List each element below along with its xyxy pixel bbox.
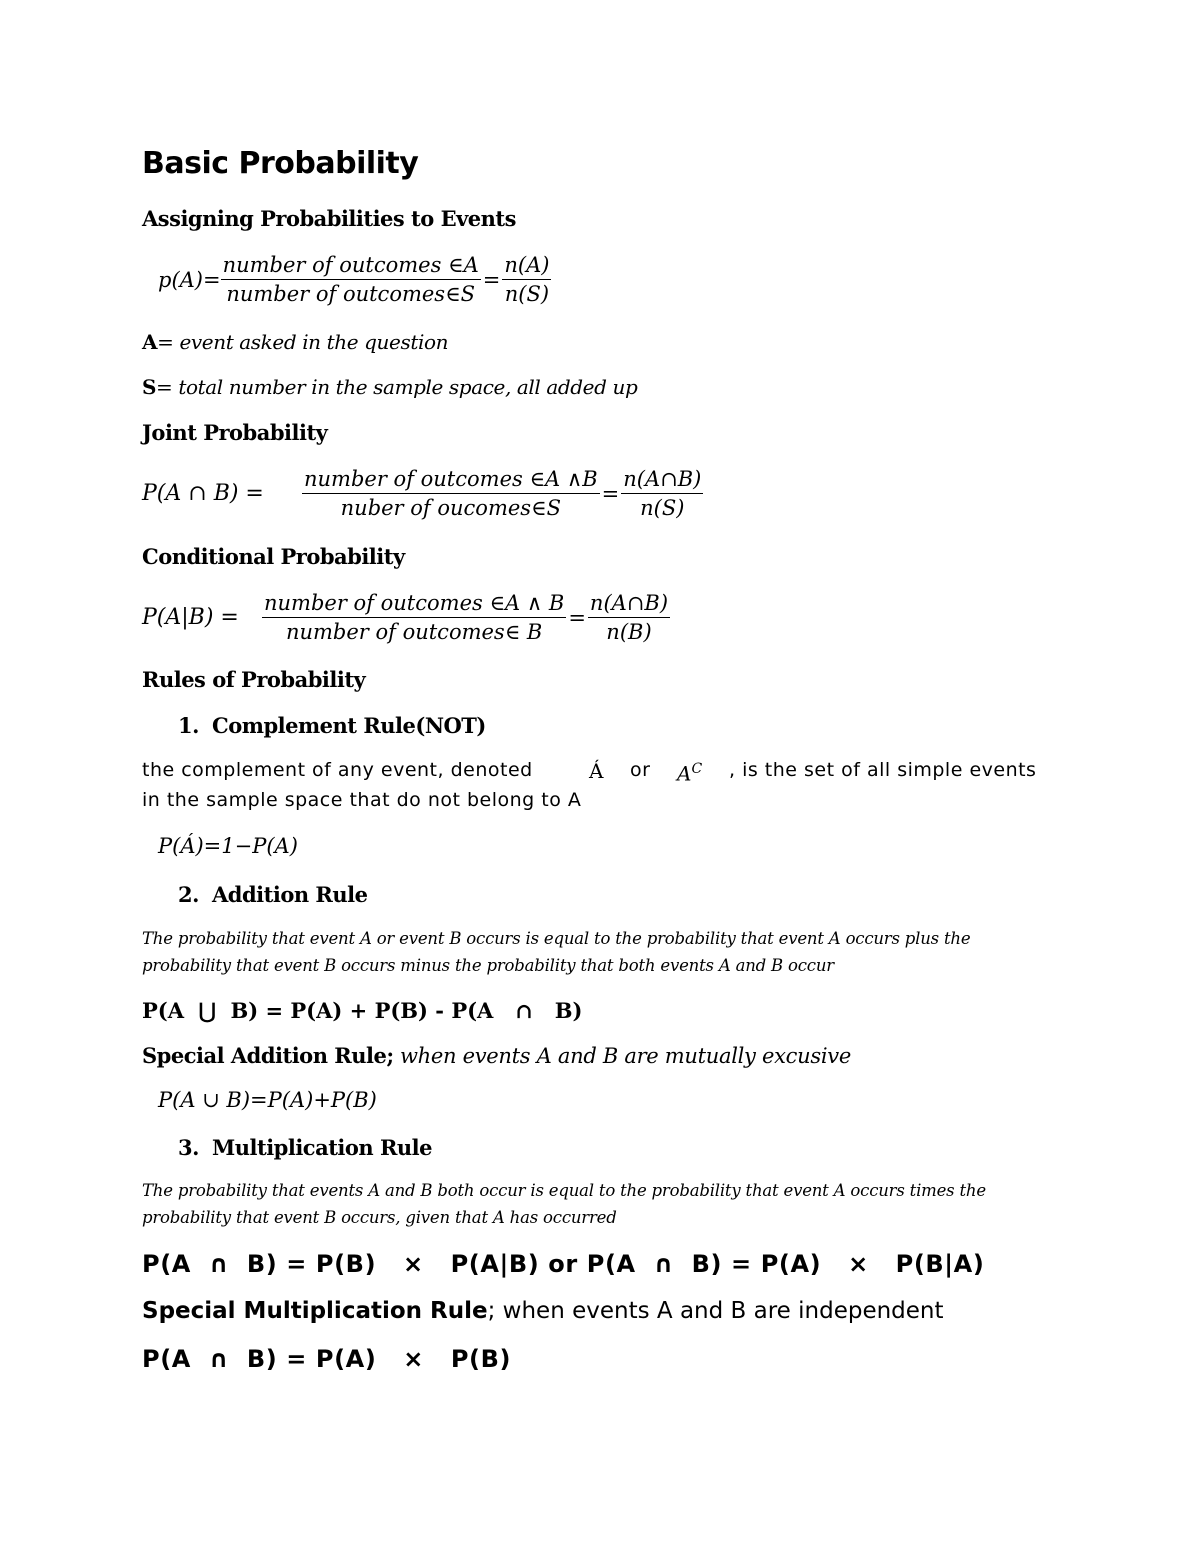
rule3-number: 3. (178, 1135, 199, 1160)
special-rule-label: Special Addition Rule; (142, 1043, 394, 1068)
heading-conditional: Conditional Probability (142, 544, 405, 569)
rule1-text-a: the complement of any event, denoted (142, 759, 533, 781)
fraction-denominator: n(S) (640, 496, 685, 520)
symbol-superscript: C (691, 761, 703, 777)
fraction-numerator: number of outcomes ∈A ∧ B (262, 590, 566, 618)
fraction-counts (621, 466, 703, 521)
heading-assigning: Assigning Probabilities to Events (142, 206, 516, 231)
formula-assigning (158, 252, 551, 307)
special-rule-text: when events A and B are mutually excusive (393, 1044, 851, 1068)
rule1-formula: P(Á)=1−P(A) (158, 834, 298, 858)
rule3-title: Multiplication Rule (212, 1135, 433, 1160)
formula-lhs: P(A|B) = (142, 605, 239, 630)
rule3-formula: P(A ∩ B) = P(B) × P(A|B) or P(A ∩ B) = P(A) × P(B|A) (142, 1250, 985, 1278)
fraction-numerator: number of outcomes ∈A (221, 252, 481, 280)
fraction-counts (588, 590, 670, 645)
rule3-desc-line2: probability that event B occurs, given that A has occurred (142, 1208, 617, 1227)
fraction-denominator: number of outcomes∈ B (285, 620, 543, 644)
definition-s (142, 375, 637, 399)
definition-label: S (142, 375, 157, 399)
rule3-desc-line1: The probability that events A and B both occur is equal to the probability that event A occurs times the (142, 1181, 986, 1200)
definition-label: A (142, 330, 158, 354)
fraction-outcomes (221, 252, 481, 307)
equals-sign: = (568, 605, 586, 630)
rule2-title: Addition Rule (212, 882, 368, 907)
special-rule-label: Special Multiplication Rule (142, 1298, 488, 1324)
special-multiplication-formula: P(A ∩ B) = P(A) × P(B) (142, 1345, 512, 1373)
fraction-numerator: n(A∩B) (588, 590, 670, 618)
fraction-outcomes (302, 466, 600, 521)
formula-lhs: P(A ∩ B) = (142, 481, 264, 506)
heading-rules: Rules of Probability (142, 667, 366, 692)
definition-a (142, 330, 448, 354)
rule1-or: or (630, 759, 651, 781)
fraction-denominator: number of outcomes∈S (226, 282, 476, 306)
special-addition-formula: P(A ∪ B)=P(A)+P(B) (158, 1088, 377, 1112)
rule1-text-c: in the sample space that do not belong to A (142, 789, 582, 811)
rule2-number: 2. (178, 882, 199, 907)
fraction-outcomes (262, 590, 566, 645)
special-addition-rule (142, 1043, 851, 1068)
special-rule-text: ; when events A and B are independent (487, 1298, 944, 1324)
rule1-text-b: , is the set of all simple events (729, 759, 1037, 781)
equals-sign: = (482, 267, 501, 292)
definition-text: = event asked in the question (157, 330, 449, 354)
page-title: Basic Probability (142, 146, 419, 181)
fraction-numerator: number of outcomes ∈A ∧B (302, 466, 600, 494)
complement-symbol: Á (589, 759, 604, 783)
rule1-title: Complement Rule(NOT) (212, 713, 486, 738)
rule1-number: 1. (178, 713, 199, 738)
fraction-denominator: nuber of oucomes∈S (340, 496, 561, 520)
fraction-denominator: n(S) (504, 282, 550, 306)
complement-symbol-c (677, 761, 702, 786)
fraction-denominator: n(B) (606, 620, 652, 644)
fraction-counts (502, 252, 551, 307)
special-multiplication-rule (142, 1298, 944, 1324)
fraction-numerator: n(A∩B) (621, 466, 703, 494)
equals-sign: = (601, 481, 620, 506)
fraction-numerator: n(A) (502, 252, 551, 280)
formula-conditional (142, 590, 670, 645)
rule2-desc-line1: The probability that event A or event B occurs is equal to the probability that event A occurs plus the (142, 929, 971, 948)
heading-joint: Joint Probability (142, 420, 328, 445)
definition-text: = total number in the sample space, all added up (156, 375, 638, 399)
formula-joint (142, 466, 703, 521)
symbol-base: A (677, 761, 692, 786)
formula-lhs: p(A)= (158, 267, 221, 292)
rule2-desc-line2: probability that event B occurs minus the probability that both events A and B occur (142, 956, 834, 975)
rule2-formula: P(A ⋃ B) = P(A) + P(B) - P(A ∩ B) (142, 998, 583, 1023)
